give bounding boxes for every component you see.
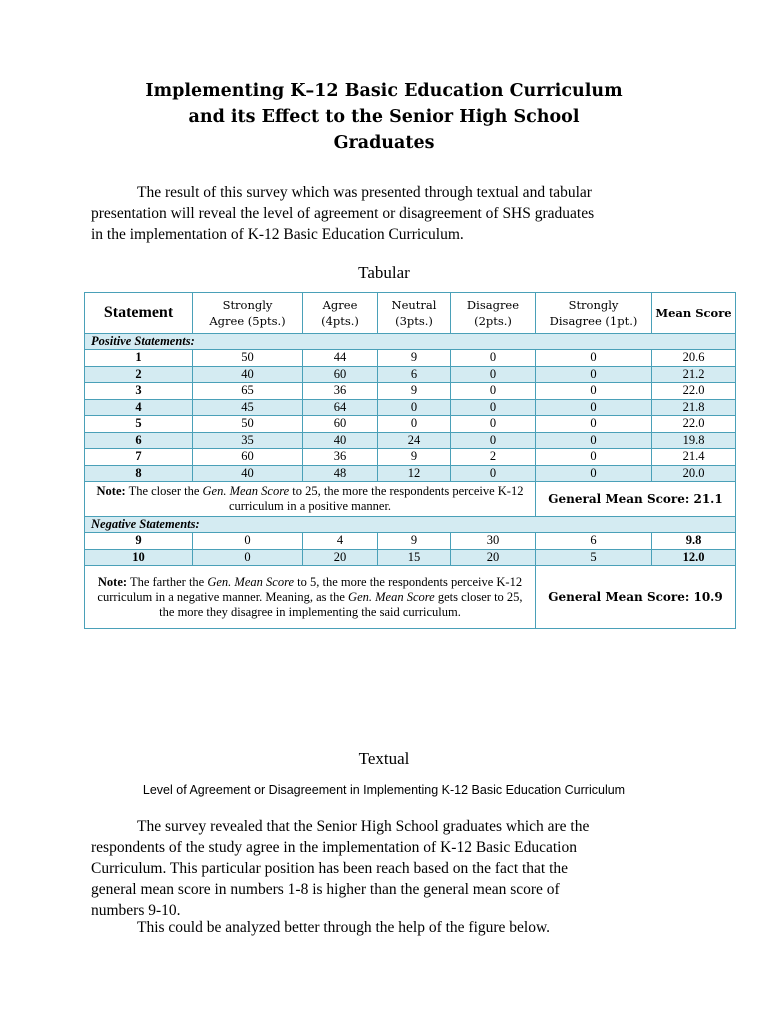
body-line-2: respondents of the study agree in the implementation of K-12 Basic Education: [91, 839, 577, 856]
neutral-cell: 0: [378, 416, 451, 433]
intro-line-2: presentation will reveal the level of agreement or disagreement of SHS graduates: [91, 205, 595, 222]
neutral-cell: 9: [378, 383, 451, 400]
mean-score-cell: 22.0: [652, 383, 736, 400]
disagree-cell: 0: [451, 350, 536, 367]
agree-cell: 36: [303, 383, 378, 400]
negative-statements-label: Negative Statements:: [85, 517, 736, 533]
positive-note-emphasis: Gen. Mean Score: [202, 484, 290, 498]
title-line-2: and its Effect to the Senior High School: [188, 107, 580, 127]
header-neutral-line-2: (3pts.): [395, 314, 433, 328]
mean-score-cell: 20.6: [652, 350, 736, 367]
table-row: [85, 350, 736, 367]
header-agree-line-2: (4pts.): [321, 314, 359, 328]
strongly-agree-cell: 50: [193, 350, 303, 367]
header-agree-line-1: Agree: [322, 298, 358, 312]
disagree-cell: 0: [451, 465, 536, 482]
title-line-1: Implementing K–12 Basic Education Curriculum: [145, 81, 623, 101]
strongly-agree-cell: 60: [193, 449, 303, 466]
mean-score-cell: 22.0: [652, 416, 736, 433]
negative-note-label: Note:: [97, 574, 128, 589]
statement-number: 3: [85, 383, 193, 400]
strongly-agree-cell: 40: [193, 465, 303, 482]
mean-score-cell: 20.0: [652, 465, 736, 482]
negative-note-text-3: gets closer to 25, the more they disagree in implementing the said curriculum.: [159, 589, 523, 619]
strongly-disagree-cell: 5: [536, 549, 652, 566]
neutral-cell: 9: [378, 449, 451, 466]
table-row: [85, 366, 736, 383]
agree-cell: 64: [303, 399, 378, 416]
header-mean-score: Mean Score: [652, 293, 736, 334]
mean-score-cell: 21.4: [652, 449, 736, 466]
header-disagree-line-1: Disagree: [466, 298, 520, 312]
statement-number: 4: [85, 399, 193, 416]
statement-number: 1: [85, 350, 193, 367]
statement-number: 6: [85, 432, 193, 449]
intro-paragraph: [91, 182, 691, 245]
neutral-cell: 6: [378, 366, 451, 383]
strongly-disagree-cell: 0: [536, 399, 652, 416]
header-agree: [303, 293, 378, 334]
statement-number: 2: [85, 366, 193, 383]
neutral-cell: 12: [378, 465, 451, 482]
agree-cell: 4: [303, 533, 378, 550]
textual-heading: Textual: [358, 749, 410, 768]
positive-statements-label: Positive Statements:: [85, 334, 736, 350]
strongly-disagree-cell: 0: [536, 350, 652, 367]
body-line-5: numbers 9-10.: [91, 902, 181, 919]
header-neutral: [378, 293, 451, 334]
body-line-4: general mean score in numbers 1-8 is higher than the general mean score of: [91, 881, 560, 898]
header-statement: Statement: [85, 293, 193, 334]
mean-score-cell: 9.8: [652, 533, 736, 550]
strongly-disagree-cell: 6: [536, 533, 652, 550]
agree-cell: 36: [303, 449, 378, 466]
header-strongly-agree-line-2: Agree (5pts.): [209, 314, 286, 328]
table-row: [85, 549, 736, 566]
table-row: [85, 449, 736, 466]
agree-cell: 48: [303, 465, 378, 482]
mean-score-cell: 19.8: [652, 432, 736, 449]
strongly-agree-cell: 65: [193, 383, 303, 400]
header-strongly-disagree-line-2: Disagree (1pt.): [549, 314, 638, 328]
strongly-agree-cell: 0: [193, 533, 303, 550]
section-subheading: Level of Agreement or Disagreement in Implementing K-12 Basic Education Curriculum: [142, 783, 626, 797]
statement-number: 10: [85, 549, 193, 566]
positive-note-label: Note:: [96, 484, 126, 498]
intro-line-1: The result of this survey which was presented through textual and tabular: [137, 184, 592, 201]
header-strongly-disagree-line-1: Strongly: [568, 298, 619, 312]
disagree-cell: 0: [451, 416, 536, 433]
negative-note-text-2: to 5, the more the respondents perceive K-12 curriculum in a negative manner. Meaning, as the: [97, 574, 523, 604]
survey-table: [84, 292, 736, 629]
body-line-3: Curriculum. This particular position has been reach based on the fact that the: [91, 860, 569, 877]
strongly-agree-cell: 50: [193, 416, 303, 433]
negative-note: [85, 566, 536, 629]
strongly-agree-cell: 35: [193, 432, 303, 449]
agree-cell: 60: [303, 366, 378, 383]
disagree-cell: 0: [451, 399, 536, 416]
agree-cell: 60: [303, 416, 378, 433]
title-line-3: Graduates: [333, 133, 435, 153]
table-row: [85, 533, 736, 550]
strongly-disagree-cell: 0: [536, 465, 652, 482]
table-row: [85, 465, 736, 482]
header-strongly-agree-line-1: Strongly: [222, 298, 273, 312]
agree-cell: 44: [303, 350, 378, 367]
strongly-agree-cell: 45: [193, 399, 303, 416]
tabular-heading: Tabular: [358, 263, 410, 282]
neutral-cell: 9: [378, 533, 451, 550]
table-row: [85, 383, 736, 400]
statement-number: 9: [85, 533, 193, 550]
strongly-disagree-cell: 0: [536, 449, 652, 466]
neutral-cell: 9: [378, 350, 451, 367]
agree-cell: 40: [303, 432, 378, 449]
table-row: [85, 432, 736, 449]
strongly-disagree-cell: 0: [536, 383, 652, 400]
strongly-agree-cell: 0: [193, 549, 303, 566]
statement-number: 8: [85, 465, 193, 482]
intro-line-3: in the implementation of K-12 Basic Education Curriculum.: [91, 226, 464, 243]
header-strongly-agree: [193, 293, 303, 334]
disagree-cell: 0: [451, 366, 536, 383]
header-neutral-line-1: Neutral: [391, 298, 437, 312]
table-row: [85, 416, 736, 433]
header-disagree: [451, 293, 536, 334]
disagree-cell: 0: [451, 383, 536, 400]
positive-note-text-1: The closer the: [125, 484, 203, 498]
neutral-cell: 24: [378, 432, 451, 449]
disagree-cell: 0: [451, 432, 536, 449]
negative-note-text-1: The farther the: [127, 574, 208, 589]
closing-paragraph: [91, 917, 691, 938]
disagree-cell: 2: [451, 449, 536, 466]
body-line-6: This could be analyzed better through the help of the figure below.: [137, 919, 551, 936]
positive-note-text-2: to 25, the more the respondents perceive K-12 curriculum in a positive manner.: [228, 484, 524, 513]
strongly-disagree-cell: 0: [536, 432, 652, 449]
disagree-cell: 20: [451, 549, 536, 566]
mean-score-cell: 21.8: [652, 399, 736, 416]
neutral-cell: 15: [378, 549, 451, 566]
statement-number: 5: [85, 416, 193, 433]
negative-note-emphasis-2: Gen. Mean Score: [348, 589, 435, 604]
body-line-1: The survey revealed that the Senior High School graduates which are the: [137, 818, 590, 835]
header-disagree-line-2: (2pts.): [474, 314, 512, 328]
strongly-agree-cell: 40: [193, 366, 303, 383]
strongly-disagree-cell: 0: [536, 416, 652, 433]
table-row: [85, 399, 736, 416]
mean-score-cell: 12.0: [652, 549, 736, 566]
document-title: [60, 78, 708, 156]
neutral-cell: 0: [378, 399, 451, 416]
negative-general-mean-score: General Mean Score: 10.9: [536, 566, 736, 629]
header-strongly-disagree: [536, 293, 652, 334]
strongly-disagree-cell: 0: [536, 366, 652, 383]
disagree-cell: 30: [451, 533, 536, 550]
positive-note: [85, 482, 536, 517]
statement-number: 7: [85, 449, 193, 466]
agree-cell: 20: [303, 549, 378, 566]
positive-general-mean-score: General Mean Score: 21.1: [536, 482, 736, 517]
mean-score-cell: 21.2: [652, 366, 736, 383]
body-paragraph: [91, 816, 691, 921]
negative-note-emphasis-1: Gen. Mean Score: [207, 574, 295, 589]
